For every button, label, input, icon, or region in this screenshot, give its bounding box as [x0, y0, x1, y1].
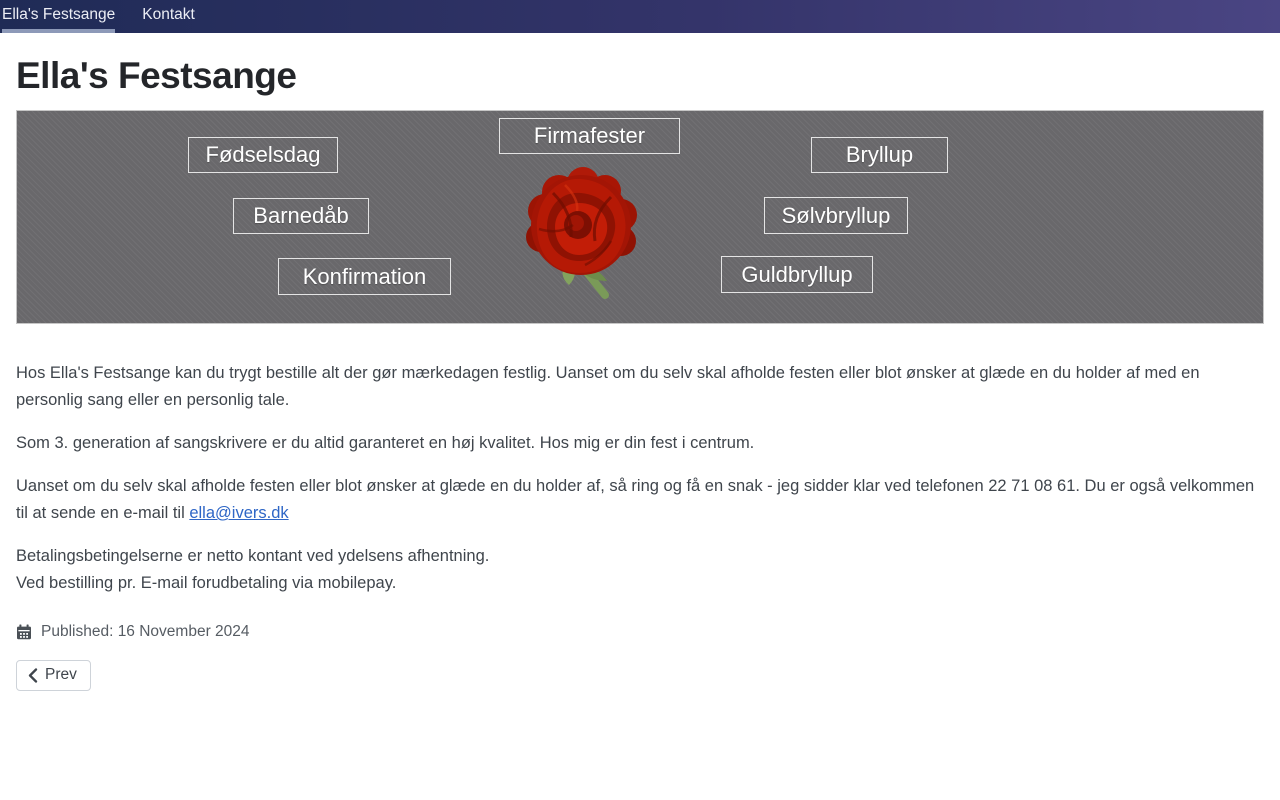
- banner-label-bryllup: Bryllup: [811, 137, 948, 173]
- rose-icon: [515, 165, 655, 305]
- prev-button-label: Prev: [45, 666, 77, 683]
- article-body: [16, 360, 1264, 597]
- paragraph-payment: [16, 543, 1264, 597]
- prev-button[interactable]: [16, 660, 91, 691]
- banner-label-solvbryllup: Sølvbryllup: [764, 197, 908, 234]
- published-text: Published: 16 November 2024: [41, 623, 250, 640]
- payment-line-2: Ved bestilling pr. E-mail forudbetaling via mobilepay.: [16, 574, 397, 592]
- paragraph-generation: Som 3. generation af sangskrivere er du altid garanteret en høj kvalitet. Hos mig er din fest i centrum.: [16, 434, 755, 452]
- top-nav: [0, 0, 1280, 33]
- calendar-icon: [16, 624, 32, 640]
- paragraph-contact-text: Uanset om du selv skal afholde festen eller blot ønsker at glæde en du holder af, så ring og få en snak - jeg sidder klar ved telefonen 22 71 08 61. Du er også velkommen til at sende en e-mail til: [16, 477, 1255, 522]
- nav-item-kontakt[interactable]: Kontakt: [142, 6, 195, 23]
- payment-line-1: Betalingsbetingelserne er netto kontant ved ydelsens afhentning.: [16, 547, 490, 565]
- banner-label-fodselsdag: Fødselsdag: [188, 137, 338, 173]
- banner-image: [16, 110, 1264, 324]
- published-info: [16, 623, 1264, 641]
- main-content: [0, 55, 1280, 691]
- banner-label-barnedab: Barnedåb: [233, 198, 369, 234]
- paragraph-intro: Hos Ella's Festsange kan du trygt bestille alt der gør mærkedagen festlig. Uanset om du selv skal afholde festen eller blot ønsker at glæde en du holder af med en personlig sang eller en personlig tale.: [16, 364, 1200, 409]
- email-link[interactable]: ella@ivers.dk: [189, 504, 289, 522]
- banner-label-konfirmation: Konfirmation: [278, 258, 451, 295]
- paragraph-contact: [16, 473, 1264, 527]
- banner-label-guldbryllup: Guldbryllup: [721, 256, 873, 293]
- chevron-left-icon: [28, 668, 38, 683]
- banner-label-firmafester: Firmafester: [499, 118, 680, 154]
- page-title: Ella's Festsange: [16, 55, 297, 96]
- nav-item-ellas-festsange[interactable]: Ella's Festsange: [2, 0, 115, 33]
